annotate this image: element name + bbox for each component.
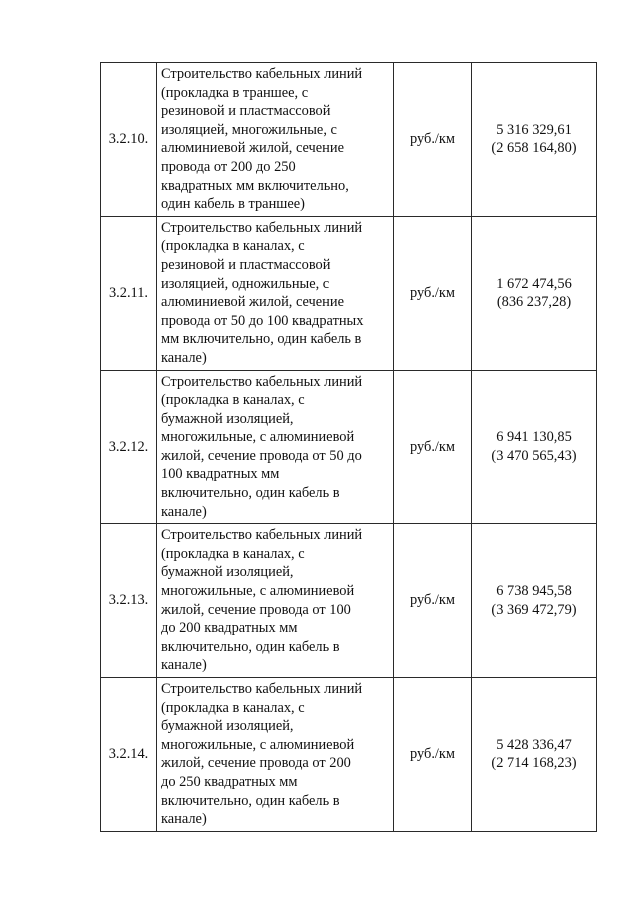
- row-number: 3.2.14.: [101, 678, 157, 832]
- row-value: 1 672 474,56: [496, 275, 572, 292]
- row-value-alt: (3 369 472,79): [491, 601, 577, 618]
- document-page: [100, 62, 597, 832]
- row-description: [157, 370, 394, 524]
- row-number: 3.2.11.: [101, 216, 157, 370]
- row-value: 5 428 336,47: [496, 736, 572, 753]
- table-row: [101, 524, 597, 678]
- row-unit: руб./км: [394, 216, 472, 370]
- row-number: 3.2.13.: [101, 524, 157, 678]
- description-text: Строительство кабельных линий (прокладка в каналах, с резиновой и пластмассовой изоляцией, одножильные, с алюминиевой жилой, сечение провода от 50 до 100 квадратных мм включительно, один кабель в канале): [161, 219, 364, 366]
- table-row: [101, 370, 597, 524]
- table-row: [101, 216, 597, 370]
- row-description: [157, 678, 394, 832]
- row-value-alt: (2 658 164,80): [491, 140, 577, 157]
- table-row: [101, 63, 597, 217]
- row-unit: руб./км: [394, 63, 472, 217]
- row-description: [157, 63, 394, 217]
- table-row: [101, 678, 597, 832]
- rates-table: [100, 62, 597, 832]
- row-description: [157, 524, 394, 678]
- row-unit: руб./км: [394, 370, 472, 524]
- row-value: 5 316 329,61: [496, 121, 572, 138]
- row-value-alt: (836 237,28): [496, 294, 572, 311]
- row-value-cell: [472, 216, 597, 370]
- description-text: Строительство кабельных линий (прокладка в каналах, с бумажной изоляцией, многожильные, с алюминиевой жилой, сечение провода от 200 до 250 квадратных мм включительно, один кабель в канале): [161, 681, 363, 828]
- description-text: Строительство кабельных линий (прокладка в каналах, с бумажной изоляцией, многожильные, с алюминиевой жилой, сечение провода от 100 до 200 квадратных мм включительно, один кабель в канале): [161, 527, 363, 674]
- row-value-cell: [472, 370, 597, 524]
- row-number: 3.2.10.: [101, 63, 157, 217]
- description-text: Строительство кабельных линий (прокладка в траншее, с резиновой и пластмассовой изоляцией, многожильные, с алюминиевой жилой, сечение провода от 200 до 250 квадратных мм включительно, один кабель в траншее): [161, 66, 363, 213]
- row-value: 6 941 130,85: [496, 429, 572, 446]
- row-value-alt: (2 714 168,23): [491, 755, 577, 772]
- row-value-alt: (3 470 565,43): [491, 447, 577, 464]
- row-description: [157, 216, 394, 370]
- row-value-cell: [472, 678, 597, 832]
- row-number: 3.2.12.: [101, 370, 157, 524]
- description-text: Строительство кабельных линий (прокладка в каналах, с бумажной изоляцией, многожильные, с алюминиевой жилой, сечение провода от 50 до 100 квадратных мм включительно, один кабель в канале): [161, 373, 363, 520]
- row-value-cell: [472, 63, 597, 217]
- row-unit: руб./км: [394, 524, 472, 678]
- row-value: 6 738 945,58: [496, 583, 572, 600]
- row-unit: руб./км: [394, 678, 472, 832]
- row-value-cell: [472, 524, 597, 678]
